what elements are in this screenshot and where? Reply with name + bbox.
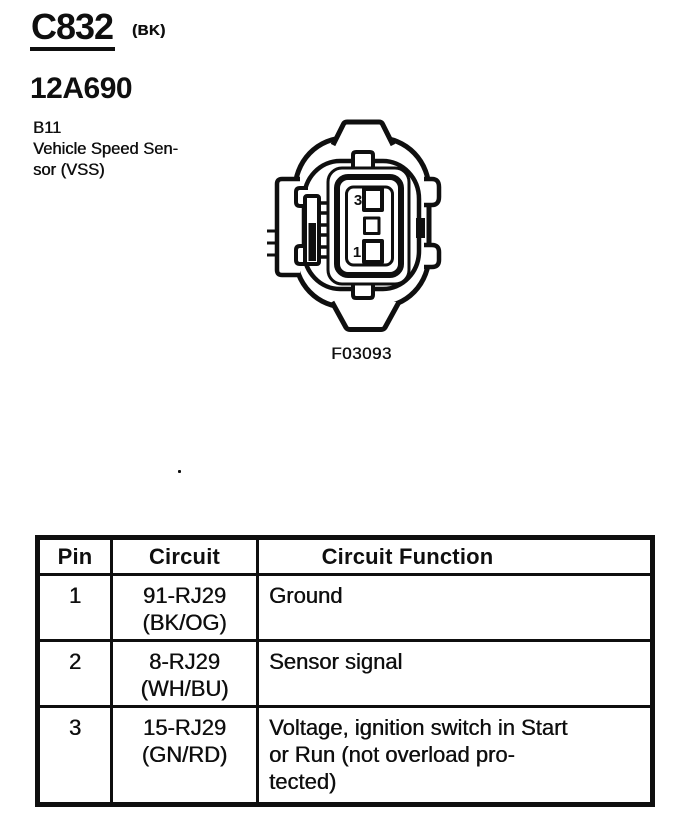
scan-speck [178, 470, 181, 473]
circuit-function [258, 575, 653, 641]
header-function: Circuit Function [258, 538, 653, 575]
table-header-row [38, 538, 653, 575]
function-line: Ground [269, 583, 343, 608]
circuit-function [258, 641, 653, 707]
part-number: 12A690 [30, 72, 133, 105]
right-step [416, 218, 425, 238]
table-row [38, 575, 653, 641]
component-name-line1: Vehicle Speed Sen- [33, 140, 178, 158]
pin-cavity [328, 168, 409, 284]
connector-id-title: C832 [30, 9, 115, 51]
table-row [38, 707, 653, 805]
circuit-id [112, 707, 258, 805]
pinout-table [35, 535, 655, 807]
component-info [33, 118, 178, 181]
circuit-id [112, 641, 258, 707]
circuit-wire-colors: (WH/BU) [140, 676, 229, 701]
top-notch [353, 152, 373, 167]
connector-diagram [253, 101, 481, 341]
figure-caption: F03093 [331, 344, 392, 363]
function-line: Voltage, ignition switch in Start [269, 715, 568, 740]
pin-number: 2 [38, 641, 112, 707]
circuit-wire-colors: (BK/OG) [142, 610, 227, 635]
header-circuit: Circuit [112, 538, 258, 575]
pin-number-bottom: 1 [352, 244, 362, 261]
function-line: or Run (not overload pro- [269, 742, 515, 767]
top-lock-tab [333, 122, 393, 145]
table-row [38, 641, 653, 707]
component-code: B11 [33, 119, 62, 137]
function-line: tected) [269, 769, 337, 794]
pin-number: 1 [38, 575, 112, 641]
bottom-lock-tab [332, 302, 399, 330]
circuit-id [112, 575, 258, 641]
function-line: Sensor signal [269, 649, 403, 674]
pin-slot-1 [364, 241, 382, 262]
pin-number: 3 [38, 707, 112, 805]
component-name-line2: sor (VSS) [33, 161, 105, 179]
pin-number-top: 3 [353, 192, 363, 209]
pin-slot-3 [364, 189, 382, 210]
pin-slot-2 [365, 218, 380, 234]
circuit-line: 91-RJ29 [142, 583, 227, 608]
circuit-line: 8-RJ29 [149, 649, 220, 674]
header-pin: Pin [38, 538, 112, 575]
circuit-function [258, 707, 653, 805]
circuit-wire-colors: (GN/RD) [141, 742, 228, 767]
connector-color-code: (BK) [132, 22, 166, 39]
right-bump-upper [424, 179, 439, 205]
right-bump-lower [424, 245, 439, 267]
circuit-line: 15-RJ29 [142, 715, 227, 740]
